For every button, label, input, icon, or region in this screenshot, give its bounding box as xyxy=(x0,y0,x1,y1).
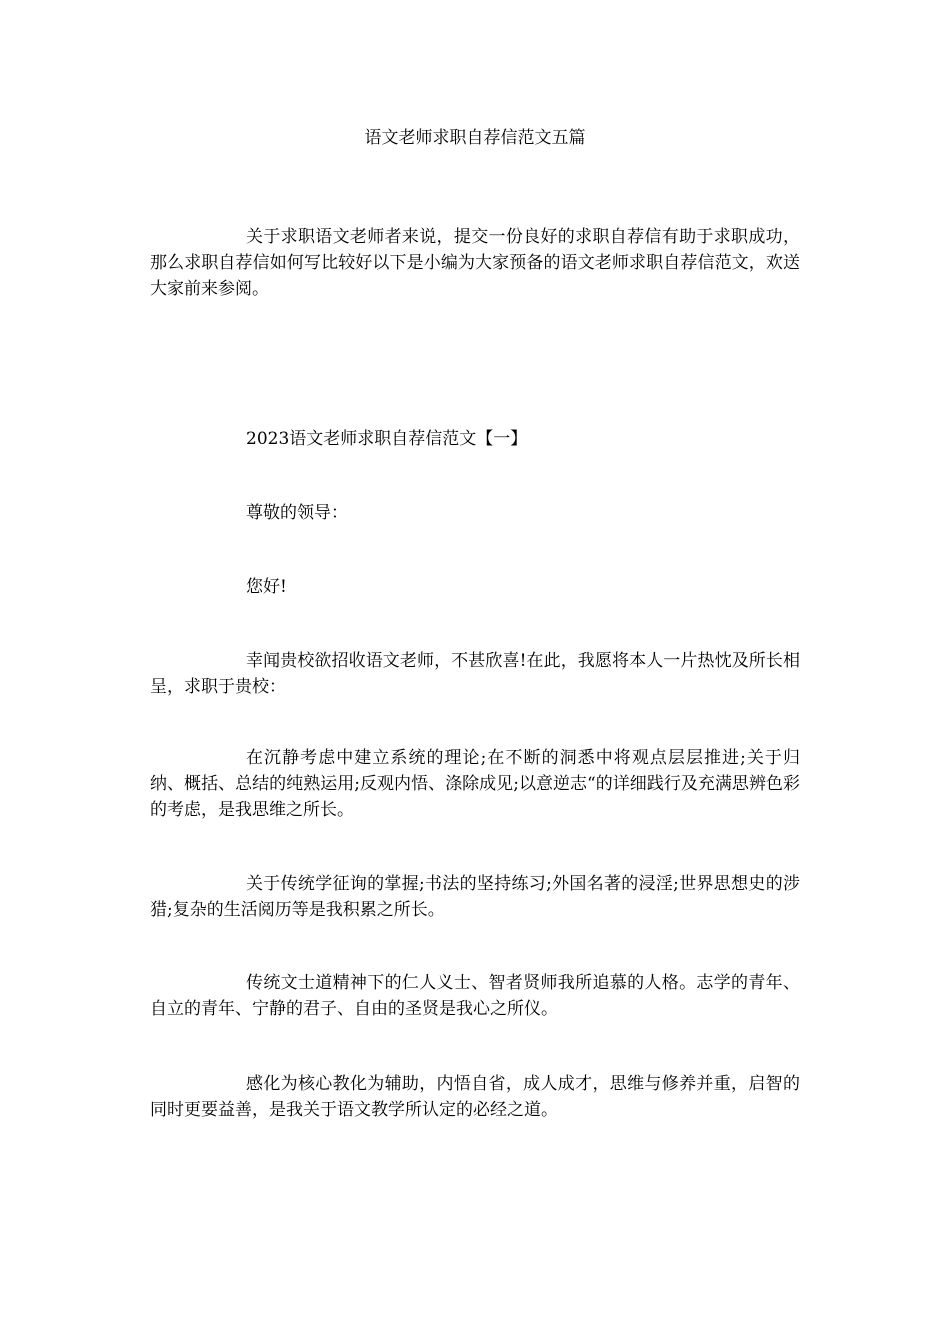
body-paragraph: 幸闻贵校欲招收语文老师，不甚欣喜!在此，我愿将本人一片热忱及所长相呈，求职于贵校： xyxy=(150,651,800,697)
body-paragraph: 传统文士道精神下的仁人义士、智者贤师我所追慕的人格。志学的青年、自立的青年、宁静的君子、自由的圣贤是我心之所仪。 xyxy=(150,973,800,1019)
salutation: 尊敬的领导： xyxy=(246,503,348,523)
body-paragraph: 感化为核心教化为辅助，内悟自省，成人成才，思维与修养并重，启智的同时更要益善，是我关于语文教学所认定的必经之道。 xyxy=(150,1074,800,1120)
section-heading: 2023语文老师求职自荐信范文【一】 xyxy=(246,429,528,449)
body-paragraph: 在沉静考虑中建立系统的理论;在不断的洞悉中将观点层层推进;关于归纳、概括、总结的纯熟运用;反观内悟、涤除成见;以意逆志“的详细践行及充满思辨色彩的考虑，是我思维之所长。 xyxy=(150,748,800,820)
body-paragraph: 关于传统学征询的掌握;书法的坚持练习;外国名著的浸淫;世界思想史的涉猎;复杂的生活阅历等是我积累之所长。 xyxy=(150,874,800,920)
document-title: 语文老师求职自荐信范文五篇 xyxy=(364,128,586,148)
intro-paragraph: 关于求职语文老师者来说，提交一份良好的求职自荐信有助于求职成功，那么求职自荐信如何写比较好以下是小编为大家预备的语文老师求职自荐信范文，欢送大家前来参阅。 xyxy=(150,227,800,299)
greeting: 您好! xyxy=(246,577,287,597)
